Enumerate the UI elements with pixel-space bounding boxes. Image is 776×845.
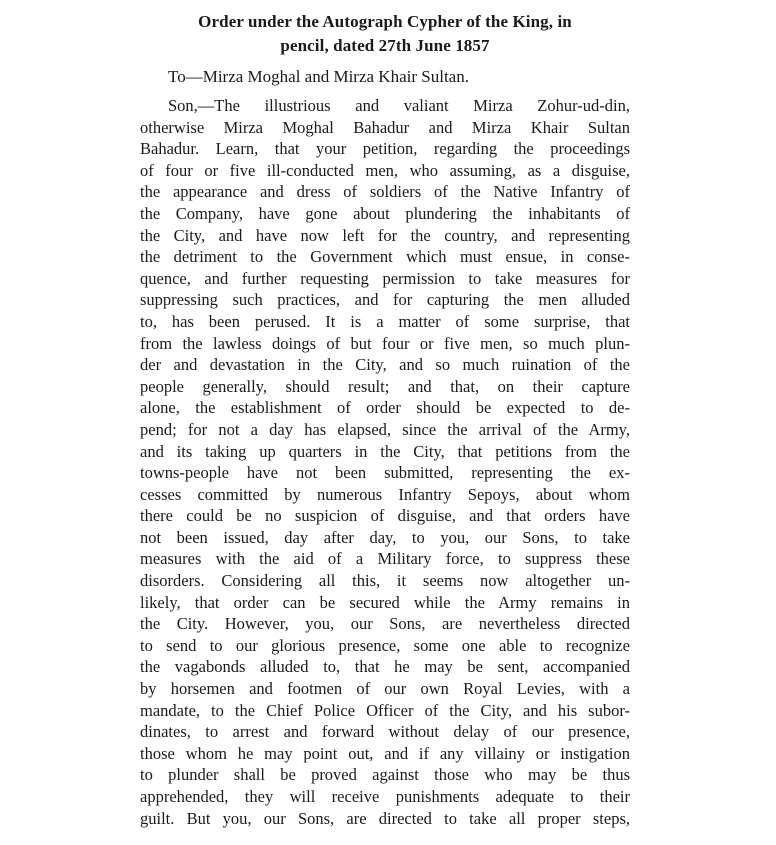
body-line: there could be no suspicion of disguise, and that orders have (140, 506, 630, 526)
body-line: of four or five ill-conducted men, who assuming, as a disguise, (140, 160, 630, 180)
body-line: alone, the establishment of order should be expected to de- (140, 398, 630, 418)
body-line: the Company, have gone about plundering the inhabitants of (140, 203, 630, 223)
body-line: dinates, to arrest and forward without delay of our presence, (140, 722, 630, 742)
body-line: from the lawless doings of but four or five men, so much plun- (140, 333, 630, 353)
body-line: the detriment to the Government which must ensue, in conse- (140, 247, 630, 267)
body-line: to plunder shall be proved against those who may be thus (140, 765, 630, 785)
body-line: to, has been perused. It is a matter of some surprise, that (140, 311, 630, 331)
body-line: guilt. But you, our Sons, are directed to take all proper steps, (140, 808, 630, 828)
body-line: pend; for not a day has elapsed, since the arrival of the Army, (140, 419, 630, 439)
body-line: towns-people have not been submitted, representing the ex- (140, 463, 630, 483)
body-line: Son,—The illustrious and valiant Mirza Zohur-ud-din, (168, 96, 630, 115)
body-line: not been issued, day after day, to you, our Sons, to take (140, 527, 630, 547)
body-line: to send to our glorious presence, some one able to recognize (140, 635, 630, 655)
body-line: likely, that order can be secured while the Army remains in (140, 592, 630, 612)
body-line: the City. However, you, our Sons, are nevertheless directed (140, 614, 630, 634)
body-line: apprehended, they will receive punishments adequate to their (140, 787, 630, 806)
body-line: quence, and further requesting permission to take measures for (140, 268, 630, 288)
body-line: by horsemen and footmen of our own Royal Levies, with a (140, 679, 630, 699)
body-line: the City, and have now left for the country, and representing (140, 225, 630, 245)
body-line: people generally, should result; and that, on their capture (140, 376, 630, 396)
body-line: and its taking up quarters in the City, that petitions from the (140, 441, 630, 461)
body-line: those whom he may point out, and if any villainy or instigation (140, 743, 630, 763)
body-line: mandate, to the Chief Police Officer of the City, and his subor- (140, 700, 630, 720)
heading-line-1: Order under the Autograph Cypher of the King, in (198, 12, 572, 31)
heading-line-2: pencil, dated 27th June 1857 (280, 36, 490, 55)
body-line: cesses committed by numerous Infantry Sepoys, about whom (140, 484, 630, 504)
body-line: suppressing such practices, and for capturing the men alluded (140, 290, 630, 310)
body-line: measures with the aid of a Military force, to suppress these (140, 549, 630, 569)
body-line: the vagabonds alluded to, that he may be sent, accompanied (140, 657, 630, 677)
addressee-line: To—Mirza Moghal and Mirza Khair Sultan. (168, 67, 469, 86)
body-line: otherwise Mirza Moghal Bahadur and Mirza Khair Sultan (140, 117, 630, 137)
document-body (140, 95, 630, 829)
body-line: der and devastation in the City, and so much ruination of the (140, 355, 630, 375)
document-heading (140, 10, 630, 58)
body-line: disorders. Considering all this, it seems now altogether un- (140, 571, 630, 591)
body-line: Bahadur. Learn, that your petition, regarding the proceedings (140, 139, 630, 159)
body-line: the appearance and dress of soldiers of the Native Infantry of (140, 182, 630, 202)
